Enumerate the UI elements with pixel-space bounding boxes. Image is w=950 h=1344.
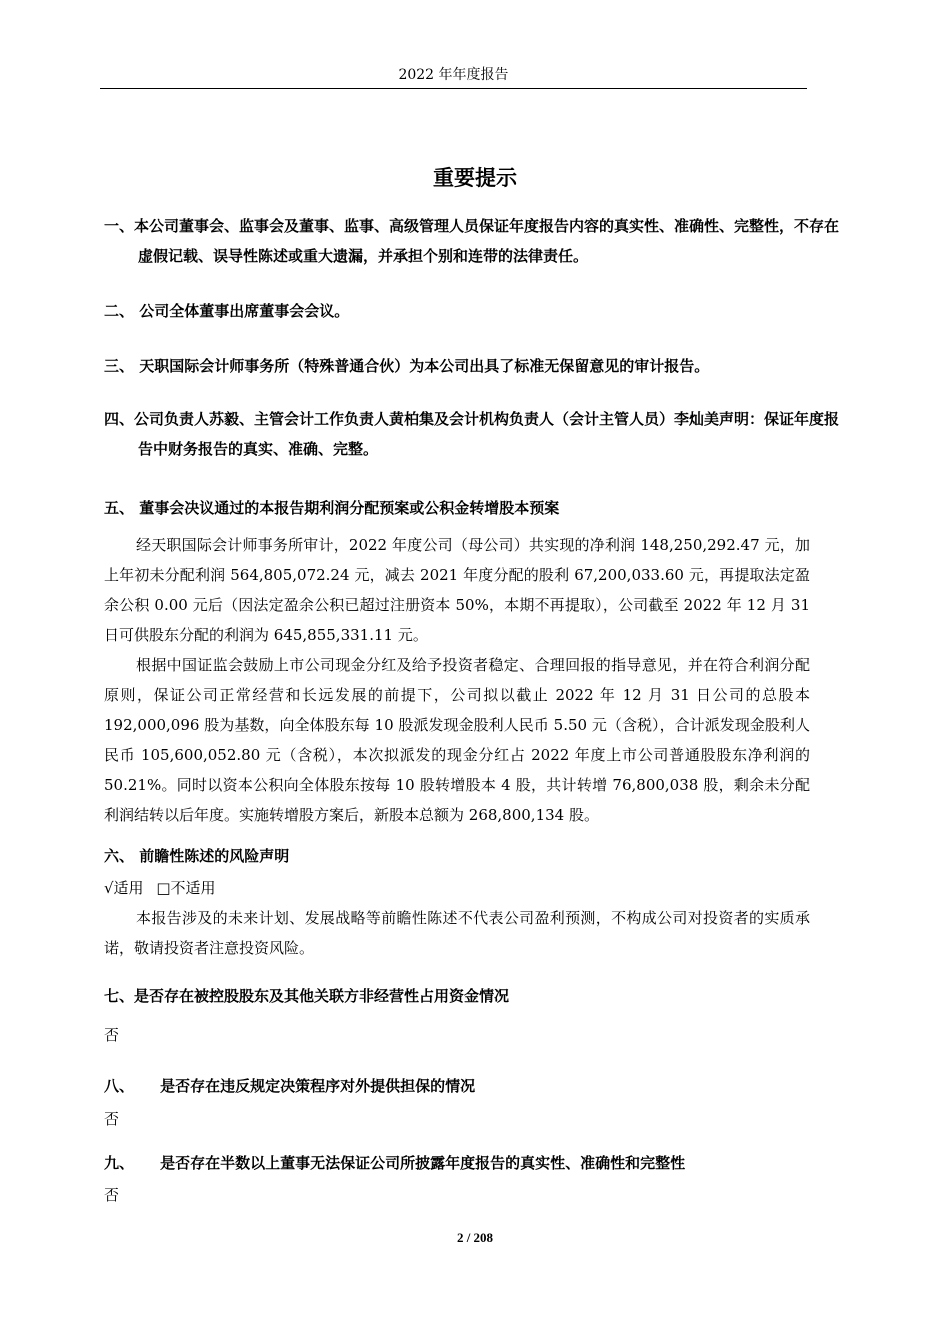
item-5-paragraph-1: 经天职国际会计师事务所审计，2022 年度公司（母公司）共实现的净利润 148,250,292.47 元，加上年初未分配利润 564,805,072.24 元，减去 2021 年度分配的股利 67,200,033.60 元，再提取法定盈余公积 0.00 元后（因法定盈余公积已超过注册资本 50%，本期不再提取），公司截至 2022 年 12 月 31 日可供股东分配的利润为 645,855,331.11 元。 (104, 536, 810, 644)
item-9-answer: 否 (104, 1186, 120, 1204)
page-header: 2022 年年度报告 (398, 67, 509, 83)
item-6-heading: 六、 前瞻性陈述的风险声明 (104, 847, 290, 865)
item-8-heading: 八、 是否存在违反规定决策程序对外提供担保的情况 (104, 1077, 476, 1095)
item-8-answer: 否 (104, 1110, 120, 1128)
page-title: 重要提示 (433, 166, 517, 190)
item-9-heading: 九、 是否存在半数以上董事无法保证公司所披露年度报告的真实性、准确性和完整性 (104, 1154, 686, 1172)
item-5-paragraph-2: 根据中国证监会鼓励上市公司现金分红及给予投资者稳定、合理回报的指导意见，并在符合利润分配原则，保证公司正常经营和长远发展的前提下，公司拟以截止 2022 年 12 月 31 日公司的总股本 192,000,096 股为基数，向全体股东每 10 股派发现金股利人民币 5.50 元（含税），合计派发现金股利人民币 105,600,052.80 元（含税），本次拟派发的现金分红占 2022 年度上市公司普通股股东净利润的 50.21%。同时以资本公积向全体股东按每 10 股转增股本 4 股，共计转增 76,800,038 股，剩余未分配利润结转以后年度。实施转增股方案后，新股本总额为 268,800,134 股。 (104, 656, 810, 824)
applicable-checked: √适用 (104, 879, 144, 897)
page-number: 2 / 208 (456, 1230, 494, 1245)
header-divider (100, 88, 807, 89)
item-1: 一、本公司董事会、监事会及董事、监事、高级管理人员保证年度报告内容的真实性、准确性、完整性，不存在虚假记载、误导性陈述或重大遗漏，并承担个别和连带的法律责任。 (104, 217, 840, 265)
item-7-heading: 七、是否存在被控股股东及其他关联方非经营性占用资金情况 (104, 987, 510, 1005)
item-7-answer: 否 (104, 1026, 120, 1044)
item-6-paragraph: 本报告涉及的未来计划、发展战略等前瞻性陈述不代表公司盈利预测，不构成公司对投资者的实质承诺，敬请投资者注意投资风险。 (104, 909, 810, 957)
item-5-heading: 五、 董事会决议通过的本报告期利润分配预案或公积金转增股本预案 (104, 499, 560, 517)
item-4: 四、公司负责人苏毅、主管会计工作负责人黄柏集及会计机构负责人（会计主管人员）李灿美声明：保证年度报告中财务报告的真实、准确、完整。 (104, 410, 840, 458)
not-applicable-checkbox: □不适用 (156, 879, 216, 897)
item-3: 三、 天职国际会计师事务所（特殊普通合伙）为本公司出具了标准无保留意见的审计报告。 (104, 357, 710, 375)
applicability-options (104, 873, 810, 903)
item-2: 二、 公司全体董事出席董事会会议。 (104, 302, 350, 320)
